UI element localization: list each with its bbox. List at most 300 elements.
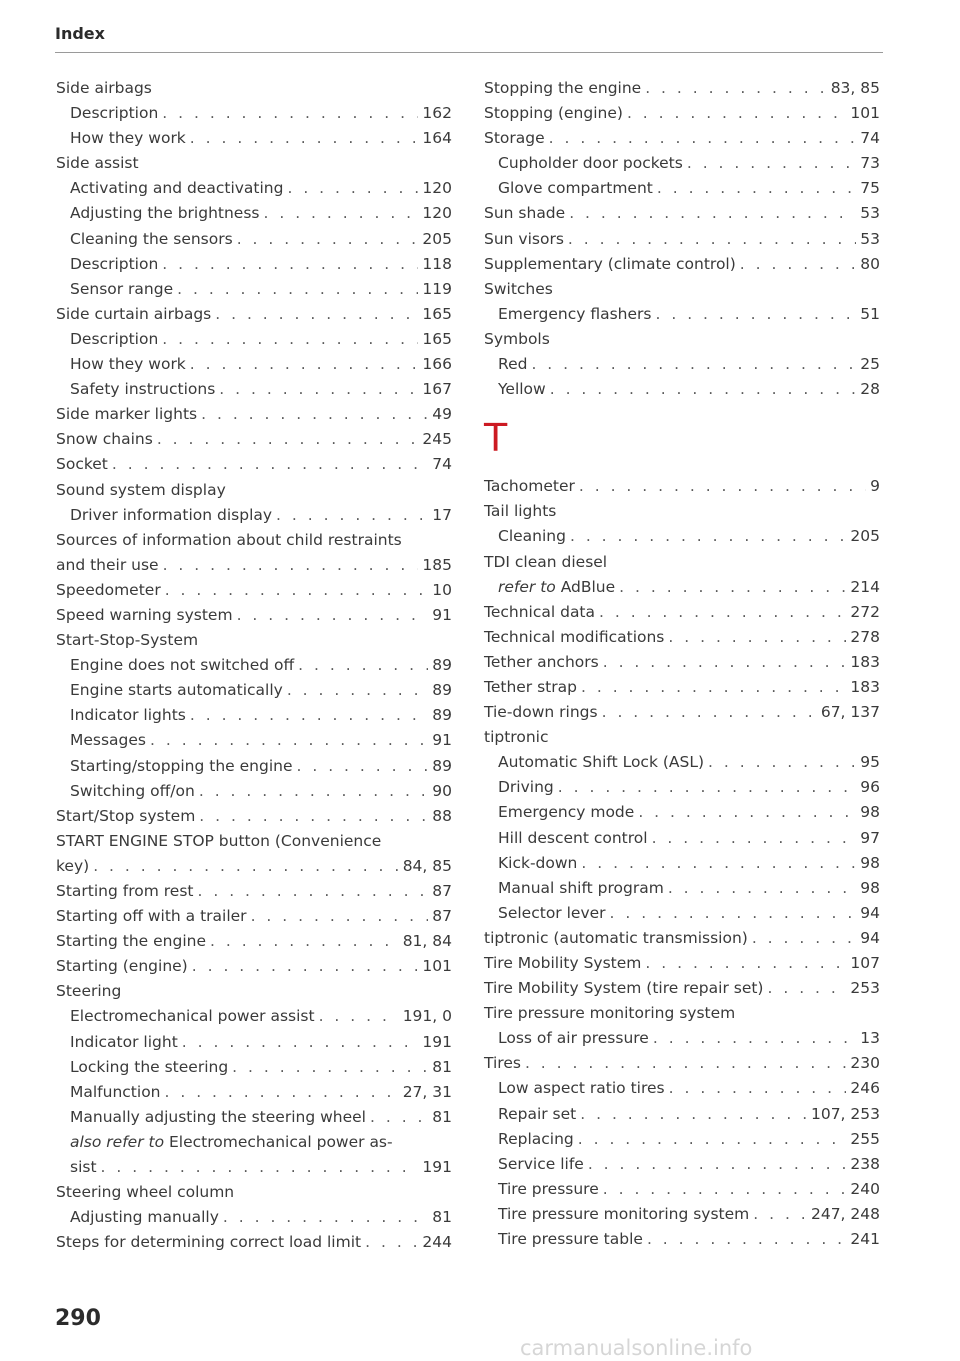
index-entry (56, 954, 452, 979)
index-entry-label: Activating and deactivating (70, 179, 284, 198)
index-entry-label: Side marker lights (56, 405, 198, 424)
index-entry-refer-text: refer to (498, 577, 556, 596)
index-entry-page-ref: 214 (850, 577, 880, 596)
index-entry-label: Tail lights (484, 502, 557, 521)
dot-leader (223, 1205, 428, 1230)
dot-leader (581, 675, 846, 700)
index-entry-page-ref: 244 (422, 1233, 452, 1252)
index-entry-label: START ENGINE STOP button (Convenience (56, 831, 382, 850)
index-entry (56, 703, 452, 728)
index-entry-label: Safety instructions (70, 380, 216, 399)
index-entry-page-ref: 96 (860, 778, 880, 797)
index-entry-label: Adjusting manually (70, 1208, 219, 1227)
index-entry-page-ref: 53 (860, 204, 880, 223)
index-entry-label: Stopping the engine (484, 79, 642, 97)
index-entry-label: Tires (484, 1054, 521, 1073)
index-entry-label: Speedometer (56, 580, 161, 599)
index-entry (56, 252, 452, 277)
index-entry (56, 176, 452, 201)
index-entry-label: Driving (498, 778, 554, 797)
index-entry-label: Starting from rest (56, 882, 194, 900)
dot-leader (319, 1004, 399, 1029)
index-column-left (56, 76, 452, 1255)
index-entry (56, 277, 452, 302)
index-entry-page-ref: 81 (432, 1107, 452, 1126)
dot-leader (101, 1155, 419, 1180)
index-entry-label: Sensor range (70, 279, 174, 298)
index-entry-label: Tire pressure (498, 1179, 599, 1198)
index-entry-page-ref: 89 (432, 681, 452, 700)
index-entry-label: Indicator lights (70, 706, 186, 725)
index-entry-page-ref: 272 (850, 602, 880, 621)
index-entry-label: Start-Stop-System (56, 631, 199, 650)
index-entry-page-ref: 162 (422, 104, 452, 123)
index-entry-page-ref: 167 (422, 380, 452, 399)
index-entry (484, 926, 880, 951)
index-entry (484, 901, 880, 926)
dot-leader (287, 176, 418, 201)
index-entry-page-ref: 88 (432, 806, 452, 825)
dot-leader (237, 227, 419, 252)
index-entry (56, 1004, 452, 1029)
index-entry (484, 1202, 880, 1227)
dot-leader (753, 1202, 807, 1227)
index-entry-label: Tire pressure monitoring system (484, 1004, 736, 1023)
dot-leader (199, 779, 428, 804)
index-entry-page-ref: 97 (860, 828, 880, 847)
index-entry-label: Tether anchors (484, 652, 599, 671)
index-entry (56, 879, 452, 904)
index-entry-label: Automatic Shift Lock (ASL) (498, 753, 705, 772)
index-entry-label: How they work (70, 355, 186, 374)
index-entry-label: sist (70, 1158, 97, 1177)
index-entry-page-ref: 241 (850, 1230, 880, 1249)
index-entry-page-ref: 94 (860, 903, 880, 922)
dot-leader (263, 201, 418, 226)
index-entry (484, 227, 880, 252)
index-entry-label: TDI clean diesel (484, 552, 608, 571)
index-entry-page-ref: 94 (860, 928, 880, 947)
index-entry-page-ref: 101 (422, 957, 452, 976)
index-entry (484, 524, 880, 549)
index-entry-label: Electromechanical power assist (70, 1007, 315, 1026)
dot-leader (190, 126, 419, 151)
index-entry-label: Description (70, 104, 159, 123)
index-entry (484, 700, 880, 725)
dot-leader (645, 951, 846, 976)
index-entry (56, 528, 452, 553)
index-entry-label: Technical modifications (484, 627, 665, 646)
index-entry-label: tiptronic (484, 728, 549, 747)
index-entry-label: Start/Stop system (56, 806, 196, 825)
dot-leader (190, 703, 428, 728)
index-entry-page-ref: 81 (432, 1057, 452, 1076)
index-entry-page-ref: 9 (870, 477, 880, 496)
index-entry-label: Tire Mobility System (tire repair set) (484, 979, 764, 998)
index-entry (56, 653, 452, 678)
index-entry-refer-text: also refer to (70, 1132, 165, 1151)
dot-leader (570, 524, 846, 549)
index-entry-label: Sources of information about child restraints (56, 530, 402, 549)
index-entry (484, 600, 880, 625)
dot-leader (182, 1030, 419, 1055)
index-entry-page-ref: 165 (422, 304, 452, 323)
dot-leader (687, 151, 856, 176)
dot-leader (150, 728, 428, 753)
index-entry-page-ref: 74 (860, 129, 880, 148)
index-entry-page-ref: 118 (422, 254, 452, 273)
index-entry-label: Indicator light (70, 1032, 178, 1051)
dot-leader (568, 227, 856, 252)
index-entry-page-ref: 247, 248 (810, 1204, 880, 1223)
index-entry (56, 754, 452, 779)
dot-leader (192, 954, 419, 979)
index-entry-page-ref: 25 (860, 355, 880, 374)
dot-leader (157, 427, 419, 452)
dot-leader (569, 201, 856, 226)
index-entry-page-ref: 246 (850, 1079, 880, 1098)
index-entry-page-ref: 74 (432, 455, 452, 474)
index-entry-label: Steering (56, 982, 122, 1001)
index-entry (56, 1230, 452, 1255)
index-entry-label: and their use (56, 555, 159, 574)
index-entry-page-ref: 49 (432, 405, 452, 424)
index-entry (56, 402, 452, 427)
index-entry-page-ref: 13 (860, 1029, 880, 1048)
index-entry-page-ref: 240 (850, 1179, 880, 1198)
index-entry-label: Cleaning the sensors (70, 229, 233, 248)
index-entry (484, 876, 880, 901)
dot-leader (579, 474, 866, 499)
index-entry-page-ref: 164 (422, 129, 452, 148)
index-entry-label: Technical data (484, 602, 596, 621)
index-column-right (484, 76, 880, 1252)
index-entry-label: Steps for determining correct load limit (56, 1233, 362, 1252)
index-entry (56, 678, 452, 703)
index-entry-page-ref: 27, 31 (402, 1082, 452, 1101)
page-number: 290 (55, 1306, 101, 1331)
index-entry-page-ref: 87 (432, 882, 452, 900)
index-entry (484, 1227, 880, 1252)
dot-leader (237, 603, 429, 628)
index-entry-page-ref: 75 (860, 179, 880, 198)
index-entry-label: Malfunction (70, 1082, 161, 1101)
index-entry (56, 101, 452, 126)
index-entry-label (498, 575, 615, 600)
index-entry (484, 550, 880, 575)
dot-leader (177, 277, 418, 302)
dot-leader (645, 76, 826, 101)
index-entry-label: Side curtain airbags (56, 304, 212, 323)
index-entry-label: Messages (70, 731, 147, 750)
index-entry (484, 1152, 880, 1177)
index-entry (484, 1127, 880, 1152)
dot-leader (599, 600, 846, 625)
index-entry-page-ref: 166 (422, 355, 452, 374)
index-entry (484, 126, 880, 151)
index-entry-label: Locking the steering (70, 1057, 229, 1076)
index-entry (484, 1026, 880, 1051)
index-entry-refer-target: Electromechanical power as- (164, 1132, 393, 1151)
index-entry-label: Service life (498, 1154, 584, 1173)
index-entry-label: Sun visors (484, 229, 564, 248)
index-entry-label: Description (70, 329, 159, 348)
index-entry (56, 603, 452, 628)
index-entry (56, 779, 452, 804)
index-entry-label: Glove compartment (498, 179, 653, 198)
index-entry-label: Starting off with a trailer (56, 907, 247, 926)
index-entry-label: tiptronic (automatic transmission) (484, 928, 748, 947)
index-entry-page-ref: 245 (422, 430, 452, 449)
index-entry-label: Stopping (engine) (484, 104, 623, 123)
dot-leader (197, 879, 428, 904)
index-entry-label: Driver information display (70, 505, 273, 524)
dot-leader (370, 1105, 428, 1130)
dot-leader (767, 976, 846, 1001)
index-entry (56, 929, 452, 954)
index-entry-label: Loss of air pressure (498, 1029, 649, 1048)
dot-leader (365, 1230, 418, 1255)
index-entry-refer-target: AdBlue (555, 577, 616, 596)
index-entry-page-ref: 191 (422, 1032, 452, 1051)
dot-leader (251, 904, 429, 929)
index-entry-label: Emergency mode (498, 803, 635, 822)
index-entry-label: Switching off/on (70, 781, 195, 800)
dot-leader (190, 352, 419, 377)
dot-leader (610, 901, 857, 926)
dot-leader (668, 625, 846, 650)
index-entry (484, 625, 880, 650)
dot-leader (627, 101, 846, 126)
index-entry (56, 327, 452, 352)
index-entry (56, 1205, 452, 1230)
index-entry-page-ref: 95 (860, 753, 880, 772)
index-entry (56, 578, 452, 603)
index-entry-page-ref: 89 (432, 656, 452, 675)
index-entry-label: Adjusting the brightness (70, 204, 260, 223)
index-entry-page-ref: 119 (422, 279, 452, 298)
index-entry-label: How they work (70, 129, 186, 148)
dot-leader (297, 754, 429, 779)
index-entry-label: Replacing (498, 1129, 574, 1148)
index-entry (484, 800, 880, 825)
dot-leader (162, 252, 418, 277)
index-entry-label: Tire pressure monitoring system (498, 1204, 750, 1223)
index-entry-label: Yellow (498, 380, 546, 399)
index-entry-page-ref: 238 (850, 1154, 880, 1173)
dot-leader (112, 452, 428, 477)
dot-leader (549, 126, 857, 151)
index-entry-page-ref: 51 (860, 304, 880, 323)
index-entry (56, 126, 452, 151)
index-entry (56, 904, 452, 929)
index-entry-label: Tether strap (484, 677, 577, 696)
dot-leader (550, 377, 857, 402)
index-entry-page-ref: 191, 0 (402, 1007, 452, 1026)
index-entry (56, 352, 452, 377)
index-entry (56, 1055, 452, 1080)
dot-leader (708, 750, 856, 775)
index-entry (484, 1001, 880, 1026)
page-header-title: Index (55, 24, 105, 43)
index-entry (56, 227, 452, 252)
dot-leader (210, 929, 399, 954)
index-entry (484, 826, 880, 851)
index-entry-page-ref: 120 (422, 204, 452, 223)
index-entry (56, 452, 452, 477)
index-entry-page-ref: 107, 253 (810, 1104, 880, 1123)
dot-leader (232, 1055, 428, 1080)
index-entry (56, 979, 452, 1004)
index-entry (484, 1102, 880, 1127)
index-entry-page-ref: 87 (432, 907, 452, 926)
index-entry-label: Emergency flashers (498, 304, 652, 323)
dot-leader (93, 854, 399, 879)
index-entry (56, 302, 452, 327)
index-entry (484, 277, 880, 302)
index-entry-page-ref: 28 (860, 380, 880, 399)
dot-leader (603, 1177, 847, 1202)
index-entry-label: Tie-down rings (484, 703, 598, 722)
index-entry (56, 377, 452, 402)
index-entry (484, 1076, 880, 1101)
index-entry-page-ref: 183 (850, 677, 880, 696)
dot-leader (581, 851, 856, 876)
index-entry-label: Red (498, 355, 528, 374)
index-entry-page-ref: 205 (850, 527, 880, 546)
index-entry (56, 1030, 452, 1055)
dot-leader (215, 302, 418, 327)
index-entry-label: Sun shade (484, 204, 566, 223)
index-entry-page-ref: 253 (850, 979, 880, 998)
dot-leader (647, 1227, 846, 1252)
dot-leader (165, 578, 429, 603)
index-entry (484, 976, 880, 1001)
index-entry (56, 76, 452, 101)
index-entry (56, 728, 452, 753)
index-entry (56, 1105, 452, 1130)
index-entry-page-ref: 120 (422, 179, 452, 198)
watermark: carmanualsonline.info (520, 1336, 753, 1360)
index-entry-page-ref: 278 (850, 627, 880, 646)
dot-leader (162, 327, 418, 352)
index-entry (56, 804, 452, 829)
index-entry-page-ref: 81, 84 (402, 932, 452, 951)
index-entry-page-ref: 80 (860, 254, 880, 273)
index-entry-label: Symbols (484, 329, 550, 348)
dot-leader (165, 1080, 399, 1105)
index-entry (56, 201, 452, 226)
dot-leader (588, 1152, 847, 1177)
index-entry-label: Storage (484, 129, 545, 148)
dot-leader (669, 1076, 847, 1101)
index-entry-page-ref: 10 (432, 580, 452, 599)
index-entry (484, 775, 880, 800)
index-entry-label: Selector lever (498, 903, 606, 922)
index-entry-page-ref: 98 (860, 878, 880, 897)
index-entry-label: Starting the engine (56, 932, 206, 951)
index-entry-page-ref: 191 (422, 1158, 452, 1177)
index-entry-label: Starting/stopping the engine (70, 756, 293, 775)
index-entry-label: Starting (engine) (56, 957, 188, 976)
dot-leader (580, 1102, 807, 1127)
dot-leader (525, 1051, 846, 1076)
index-entry-page-ref: 84, 85 (402, 856, 452, 875)
index-entry-page-ref: 91 (432, 605, 452, 624)
dot-leader (656, 302, 857, 327)
index-entry-page-ref: 230 (850, 1054, 880, 1073)
index-entry (56, 628, 452, 653)
index-entry (484, 252, 880, 277)
index-entry-label: Tire pressure table (498, 1230, 643, 1249)
index-entry (56, 829, 452, 854)
dot-leader (653, 1026, 856, 1051)
index-entry (56, 553, 452, 578)
index-entry-label: Sound system display (56, 480, 226, 499)
index-entry-label: Supplementary (climate control) (484, 254, 736, 273)
index-entry (484, 1177, 880, 1202)
dot-leader (162, 101, 418, 126)
index-entry-label: Side airbags (56, 79, 152, 97)
index-entry (56, 1155, 452, 1180)
index-entry-page-ref: 89 (432, 706, 452, 725)
index-entry-label: Socket (56, 455, 108, 474)
index-entry (484, 1051, 880, 1076)
index-entry-label: Engine does not switched off (70, 656, 295, 675)
index-entry-page-ref: 255 (850, 1129, 880, 1148)
index-entry-page-ref: 91 (432, 731, 452, 750)
index-entry (484, 851, 880, 876)
index-entry (484, 302, 880, 327)
index-entry-label: Steering wheel column (56, 1183, 235, 1202)
dot-leader (652, 826, 857, 851)
index-entry-label: Manually adjusting the steering wheel (70, 1107, 366, 1126)
dot-leader (163, 553, 419, 578)
index-entry (484, 201, 880, 226)
index-entry (484, 650, 880, 675)
index-entry (484, 575, 880, 600)
index-entry-label: key) (56, 856, 90, 875)
index-entry (56, 503, 452, 528)
index-entry (484, 951, 880, 976)
index-entry (484, 474, 880, 499)
index-entry-page-ref: 73 (860, 154, 880, 173)
index-entry (484, 750, 880, 775)
index-entry-label: Snow chains (56, 430, 153, 449)
index-entry (56, 1180, 452, 1205)
dot-leader (752, 926, 856, 951)
index-entry-page-ref: 67, 137 (820, 703, 880, 722)
dot-leader (619, 575, 846, 600)
index-entry-label: Side assist (56, 154, 139, 173)
index-entry-label: Speed warning system (56, 605, 233, 624)
index-entry-label: Repair set (498, 1104, 577, 1123)
index-entry (484, 176, 880, 201)
index-entry-label: Kick-down (498, 853, 578, 872)
index-entry-label: Switches (484, 279, 553, 298)
index-entry-page-ref: 53 (860, 229, 880, 248)
index-entry-page-ref: 98 (860, 853, 880, 872)
index-entry (56, 1130, 452, 1155)
dot-leader (740, 252, 856, 277)
index-entry-label: Hill descent control (498, 828, 648, 847)
index-entry-page-ref: 183 (850, 652, 880, 671)
index-entry-page-ref: 89 (432, 756, 452, 775)
dot-leader (287, 678, 428, 703)
dot-leader (201, 402, 428, 427)
dot-leader (668, 876, 856, 901)
index-entry-label: Manual shift program (498, 878, 664, 897)
